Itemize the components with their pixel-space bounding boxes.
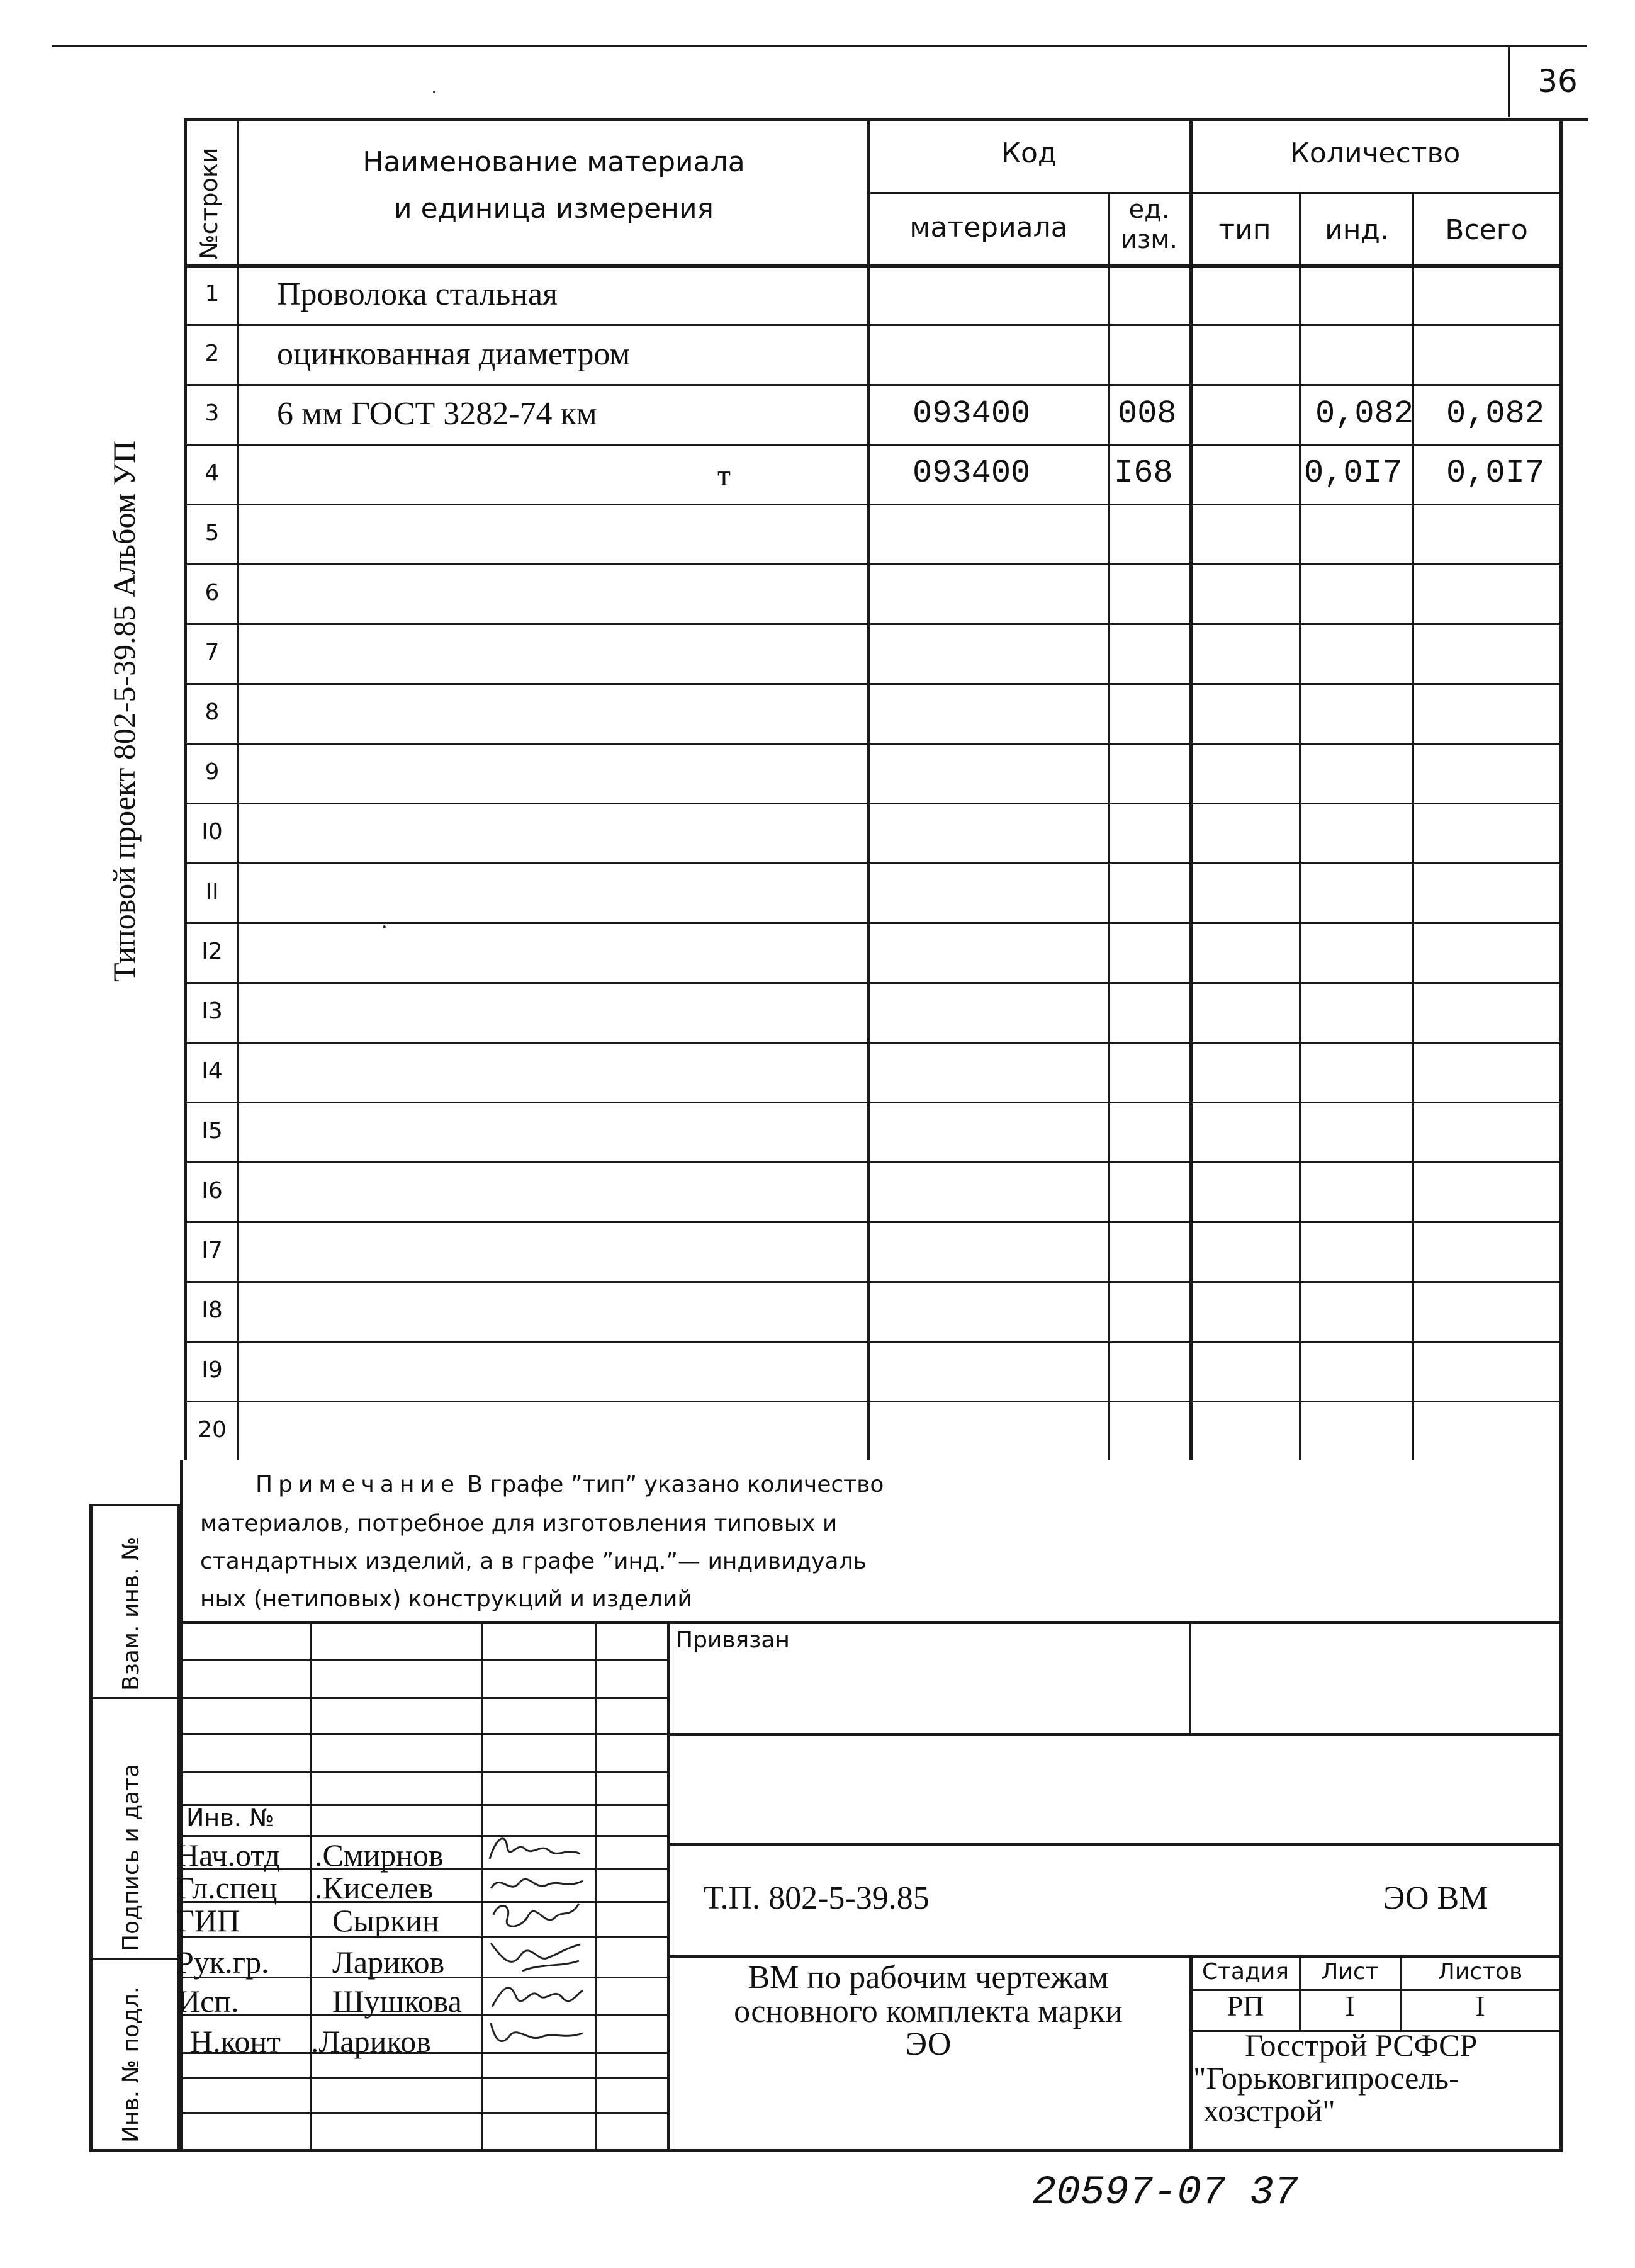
col-qty-divider	[1189, 118, 1193, 1460]
row-number: 3	[205, 400, 220, 426]
col-name-divider	[237, 118, 239, 1460]
header-code-material: материала	[909, 212, 1068, 244]
stamp-stage-label: Стадия	[1201, 1959, 1289, 1985]
row-rule	[184, 1341, 1559, 1343]
stamp-name-1: .Смирнов	[315, 1837, 444, 1873]
page-number-divider	[1508, 45, 1510, 117]
header-qty-total: Всего	[1445, 214, 1528, 246]
signature-larikov	[485, 1936, 585, 1973]
stamp-sheets-label: Листов	[1437, 1959, 1523, 1985]
stamp-row-rule	[180, 2112, 668, 2114]
stamp-name-2: .Киселев	[315, 1870, 434, 1905]
stamp-privyazan-divider	[1189, 1621, 1191, 1733]
col-total-divider	[1412, 192, 1414, 1460]
row-number: 9	[205, 759, 220, 785]
page-number: 36	[1537, 63, 1578, 99]
row-number: I9	[201, 1357, 223, 1383]
row-rule	[184, 862, 1559, 864]
row-rule	[184, 1281, 1559, 1283]
row-number: I8	[201, 1297, 223, 1323]
table-top-border	[184, 118, 1588, 121]
stamp-top	[180, 1621, 1563, 1624]
row-number: 5	[205, 520, 220, 546]
note-label: Примечание	[256, 1472, 461, 1498]
stamp-name-6: .Лариков	[311, 2024, 431, 2059]
scan-speck-2	[383, 925, 386, 928]
stamp-org-line3: хозстрой"	[1203, 2093, 1335, 2128]
row-number: 4	[205, 460, 220, 486]
row-rule	[184, 922, 1559, 924]
col-ind-divider	[1299, 192, 1301, 1460]
row3-unit: 008	[1118, 395, 1177, 432]
table-right-border	[1559, 118, 1563, 2152]
col-code-divider	[867, 118, 870, 1460]
row3-total: 0,082	[1446, 395, 1545, 432]
header-code-unit-line2: изм.	[1120, 225, 1178, 254]
stamp-name-4: Лариков	[332, 1944, 445, 1980]
header-qty-type: тип	[1218, 214, 1271, 246]
row-number: I7	[201, 1238, 223, 1263]
stamp-sheet-label: Лист	[1321, 1959, 1379, 1985]
stamp-row-rule	[180, 2077, 668, 2079]
signature-larikov-2	[485, 2014, 585, 2052]
row3-ind: 0,082	[1315, 395, 1414, 432]
row-number: I2	[201, 939, 223, 964]
row4-name: т	[717, 459, 731, 492]
row2-name: оцинкованная диаметром	[277, 336, 631, 372]
stamp-privyazan: Привязан	[676, 1627, 790, 1653]
row3-code: 093400	[913, 395, 1031, 432]
row-rule	[184, 743, 1559, 745]
side-label-inv-orig: Инв. № подл.	[118, 1986, 144, 2143]
side-col-left	[89, 1504, 93, 2152]
row-rule	[184, 324, 1559, 326]
stamp-right-rule1	[667, 1733, 1561, 1736]
stamp-role-2: Гл.спец	[176, 1870, 278, 1905]
top-rule	[52, 45, 1587, 47]
stamp-title-line2: основного комплекта марки	[734, 1994, 1123, 2029]
stamp-name-3: Сыркин	[332, 1903, 439, 1938]
row3-name: 6 мм ГОСТ 3282-74 км	[277, 396, 597, 432]
stamp-col1	[310, 1621, 312, 2150]
row-rule	[184, 1401, 1559, 1402]
stamp-title-line1: ВМ по рабочим чертежам	[748, 1960, 1109, 1995]
note-text-1: В графе ”тип” указано количество	[460, 1472, 884, 1498]
stamp-col3	[595, 1621, 597, 2150]
stamp-mark: ЭО ВМ	[1383, 1880, 1488, 1916]
row4-total: 0,0I7	[1446, 454, 1545, 492]
stamp-role-1: Нач.отд	[176, 1837, 280, 1873]
side-col-rule2	[89, 1958, 180, 1960]
stamp-org-line2: "Горьковгипросель-	[1193, 2060, 1459, 2096]
row-number: 7	[205, 640, 220, 665]
row-number: I5	[201, 1118, 223, 1144]
stamp-title-line3: ЭО	[905, 2026, 952, 2062]
stamp-doc-code: Т.П. 802-5-39.85	[704, 1880, 930, 1916]
row-rule	[184, 803, 1559, 804]
row-number: I0	[201, 819, 223, 845]
stamp-role-3: ГИП	[176, 1903, 240, 1938]
row-number: I4	[201, 1058, 223, 1084]
row-rule	[184, 1221, 1559, 1223]
signature-syrkin	[485, 1896, 585, 1934]
row-rule	[184, 1102, 1559, 1103]
header-code: Код	[1001, 137, 1057, 169]
row-rule	[184, 683, 1559, 685]
row-rule	[184, 444, 1559, 446]
row4-unit: I68	[1114, 454, 1173, 492]
stamp-org-line1: Госстрой РСФСР	[1245, 2028, 1478, 2063]
side-col-rule1	[89, 1697, 180, 1699]
header-qty-ind: инд.	[1325, 214, 1389, 246]
row-rule	[184, 1161, 1559, 1163]
row-number: 6	[205, 580, 220, 606]
signature-smirnov	[485, 1829, 585, 1866]
stamp-name-5: Шушкова	[332, 1983, 462, 2019]
signature-kiselev	[485, 1863, 585, 1901]
stamp-row-rule	[180, 1697, 668, 1699]
stamp-role-4: Рук.гр.	[176, 1944, 269, 1980]
side-col-right	[177, 1504, 181, 2152]
row-rule	[184, 623, 1559, 625]
header-bottom-rule	[184, 264, 1559, 268]
note-line1	[256, 1472, 884, 1498]
stamp-right-rule2	[667, 1843, 1561, 1846]
note-line3: стандартных изделий, а в графе ”инд.”— индивидуаль	[200, 1549, 867, 1574]
row-number: 20	[198, 1417, 227, 1443]
stamp-row-rule	[180, 1771, 668, 1773]
row-rule	[184, 1042, 1559, 1044]
row-number: I6	[201, 1178, 223, 1204]
row-rule	[184, 504, 1559, 505]
stamp-row-rule	[180, 1733, 668, 1735]
header-mid-rule	[867, 192, 1559, 194]
note-line4: ных (нетиповых) конструкций и изделий	[200, 1586, 692, 1612]
stamp-role-6: Н.конт	[190, 2024, 281, 2059]
header-name-line1: Наименование материала	[362, 146, 745, 178]
side-label-vzam: Взам. инв. №	[118, 1537, 144, 1691]
row-number: II	[205, 879, 219, 905]
row-number: 1	[205, 281, 220, 307]
note-line2: материалов, потребное для изготовления типовых и	[200, 1511, 838, 1537]
stamp-sheet: I	[1345, 1990, 1355, 2022]
row-rule	[184, 982, 1559, 984]
stamp-role-5: Исп.	[177, 1983, 239, 2019]
header-name-line2: и единица измерения	[393, 193, 714, 225]
left-margin-title: Типовой проект 802-5-39.85 Альбом УП	[106, 440, 142, 982]
row-number: I3	[201, 998, 223, 1024]
archive-number: 20597-07 37	[1032, 2170, 1298, 2216]
stamp-col4	[667, 1621, 670, 2150]
row4-code: 093400	[913, 454, 1031, 492]
stamp-row-rule	[180, 1659, 668, 1661]
row-number: 2	[205, 341, 220, 366]
row-number: 8	[205, 699, 220, 725]
scan-speck	[433, 91, 435, 93]
signature-shushkova	[485, 1975, 585, 2013]
row-rule	[184, 384, 1559, 386]
stamp-right-rule3	[667, 1955, 1561, 1958]
row4-ind: 0,0I7	[1304, 454, 1403, 492]
table-left-border	[184, 118, 187, 1460]
stamp-inv-no: Инв. №	[186, 1804, 274, 1832]
side-label-sign-date: Подпись и дата	[118, 1763, 144, 1951]
header-code-unit-line1: ед.	[1128, 195, 1170, 224]
stamp-stage: РП	[1227, 1990, 1264, 2022]
stamp-sheets: I	[1475, 1990, 1485, 2022]
row-rule	[184, 563, 1559, 565]
header-quantity: Количество	[1289, 137, 1461, 169]
col-unit-divider	[1108, 192, 1110, 1460]
side-col-top	[89, 1504, 180, 1506]
header-row-number: №строки	[195, 147, 223, 259]
stamp-col2	[481, 1621, 483, 2150]
row1-name: Проволока стальная	[277, 276, 558, 312]
